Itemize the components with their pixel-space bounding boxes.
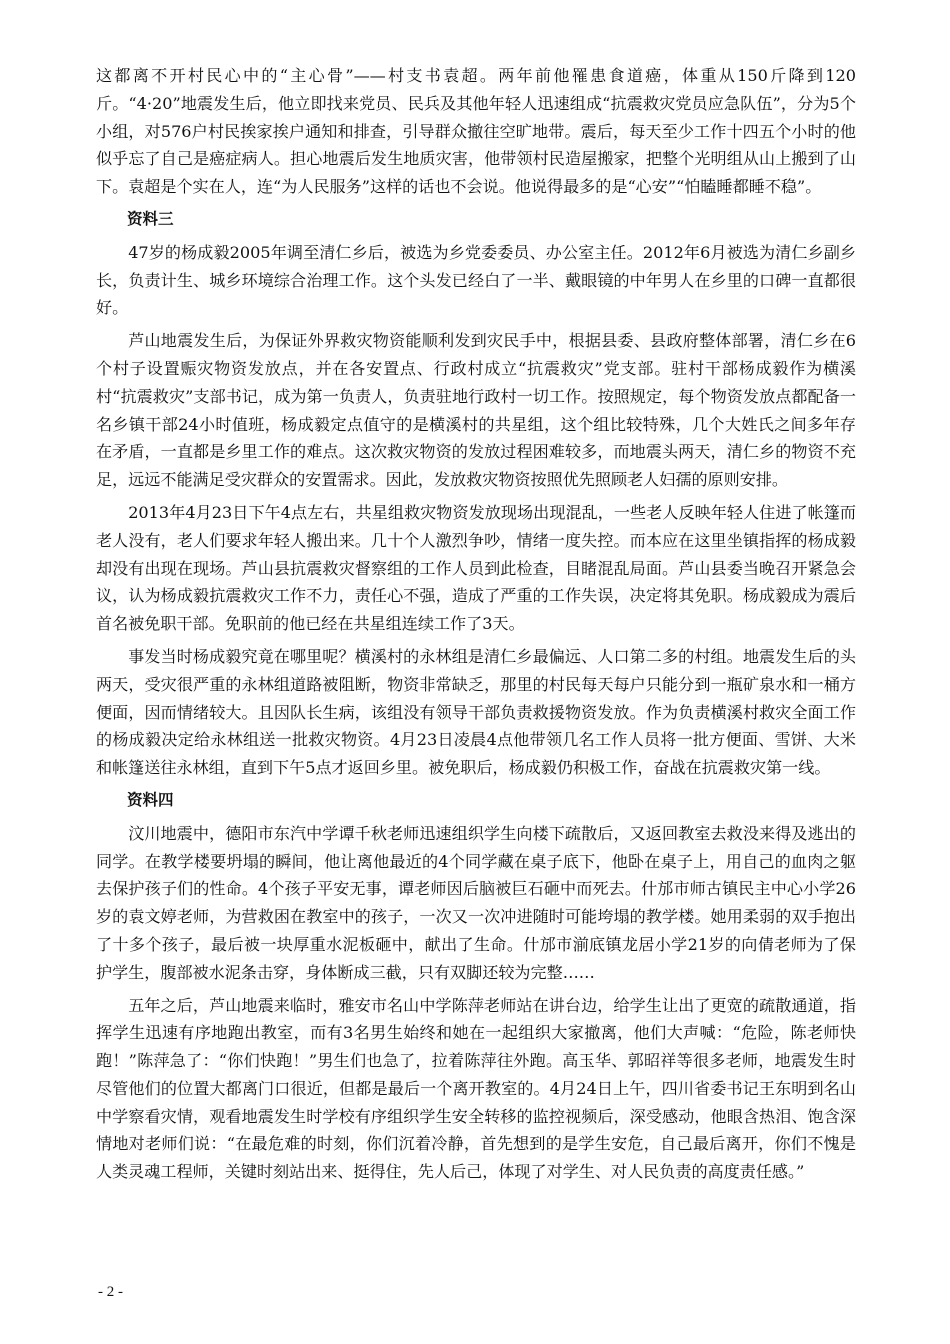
section3-paragraph-1: 47岁的杨成毅2005年调至清仁乡后，被选为乡党委委员、办公室主任。2012年6月被选为清仁乡副乡长，负责计生、城乡环境综合治理工作。这个头发已经白了一半、戴眼镜的中年男人在乡里的口碑一直都很好。 <box>96 242 856 318</box>
section3-paragraph-2: 芦山地震发生后，为保证外界救灾物资能顺利发到灾民手中，根据县委、县政府整体部署，清仁乡在6个村子设置赈灾物资发放点，并在各安置点、行政村成立“抗震救灾”党支部。驻村干部杨成毅作为横溪村“抗震救灾”支部书记，成为第一负责人，负责驻地行政村一切工作。按照规定，每个物资发放点都配备一名乡镇干部24小时值班，杨成毅定点值守的是横溪村的共星组，这个组比较特殊，几个大姓氏之间多年存在矛盾，一直都是乡里工作的难点。这次救灾物资的发放过程困难较多，而地震头两天，清仁乡的物资不充足，远远不能满足受灾群众的安置需求。因此，发放救灾物资按照优先照顾老人妇孺的原则安排。 <box>96 331 856 490</box>
section3-paragraph-3: 2013年4月23日下午4点左右，共星组救灾物资发放现场出现混乱，一些老人反映年轻人住进了帐篷而老人没有，老人们要求年轻人搬出来。几十个人激烈争吵，情绪一度失控。而本应在这里坐镇指挥的杨成毅却没有出现在现场。芦山县抗震救灾督察组的工作人员到此检查，目睹混乱局面。芦山县委当晚召开紧急会议，认为杨成毅抗震救灾工作不力，责任心不强，造成了严重的工作失误，决定将其免职。杨成毅成为震后首名被免职干部。免职前的他已经在共星组连续工作了3天。 <box>96 502 856 634</box>
section3-paragraph-4: 事发当时杨成毅究竟在哪里呢？横溪村的永林组是清仁乡最偏远、人口第二多的村组。地震发生后的头两天，受灾很严重的永林组道路被阻断，物资非常缺乏，那里的村民每天每户只能分到一瓶矿泉水和一桶方便面，因而情绪较大。且因队长生病，该组没有领导干部负责救援物资发放。作为负责横溪村救灾全面工作的杨成毅决定给永林组送一批救灾物资。4月23日凌晨4点他带领几名工作人员将一批方便面、雪饼、大米和帐篷送往永林组，直到下午5点才返回乡里。被免职后，杨成毅仍积极工作，奋战在抗震救灾第一线。 <box>96 646 856 778</box>
paragraph-intro: 这都离不开村民心中的“主心骨”——村支书袁超。两年前他罹患食道癌，体重从150斤降到120斤。“4·20”地震发生后，他立即找来党员、民兵及其他年轻人迅速组成“抗震救灾党员应急队伍”，分为5个小组，对576户村民挨家挨户通知和排查，引导群众撤往空旷地带。震后，每天至少工作十四五个小时的他似乎忘了自己是癌症病人。担心地震后发生地质灾害，他带领村民造屋搬家，把整个光明组从山上搬到了山下。袁超是个实在人，连“为人民服务”这样的话也不会说。他说得最多的是“心安”“怕瞌睡都睡不稳”。 <box>96 66 856 197</box>
section-heading-3: 资料三 <box>127 209 174 228</box>
page-number: - 2 - <box>98 1284 123 1300</box>
document-body <box>96 62 856 1191</box>
section4-paragraph-1: 汶川地震中，德阳市东汽中学谭千秋老师迅速组织学生向楼下疏散后，又返回教室去救没来得及逃出的同学。在教学楼要坍塌的瞬间，他让离他最近的4个同学藏在桌子底下，他卧在桌子上，用自己的血肉之躯去保护孩子们的性命。4个孩子平安无事，谭老师因后脑被巨石砸中而死去。什邡市师古镇民主中心小学26岁的袁文婷老师，为营救困在教室中的孩子，一次又一次冲进随时可能垮塌的教学楼。她用柔弱的双手抱出了十多个孩子，最后被一块厚重水泥板砸中，献出了生命。什邡市湔底镇龙居小学21岁的向倩老师为了保护学生，腹部被水泥条击穿，身体断成三截，只有双脚还较为完整…… <box>96 823 856 982</box>
section-heading-4: 资料四 <box>127 790 174 809</box>
section4-paragraph-2: 五年之后，芦山地震来临时，雅安市名山中学陈萍老师站在讲台边，给学生让出了更宽的疏散通道，指挥学生迅速有序地跑出教室，而有3名男生始终和她在一起组织大家撤离，他们大声喊：“危险，陈老师快跑！”陈萍急了：“你们快跑！”男生们也急了，拉着陈萍往外跑。高玉华、郭昭祥等很多老师，地震发生时尽管他们的位置大都离门口很近，但都是最后一个离开教室的。4月24日上午，四川省委书记王东明到名山中学察看灾情，观看地震发生时学校有序组织学生安全转移的监控视频后，深受感动，他眼含热泪、饱含深情地对老师们说：“在最危难的时刻，你们沉着冷静，首先想到的是学生安危，自己最后离开，你们不愧是人类灵魂工程师，关键时刻站出来、挺得住，先人后己，体现了对学生、对人民负责的高度责任感。” <box>96 995 856 1182</box>
